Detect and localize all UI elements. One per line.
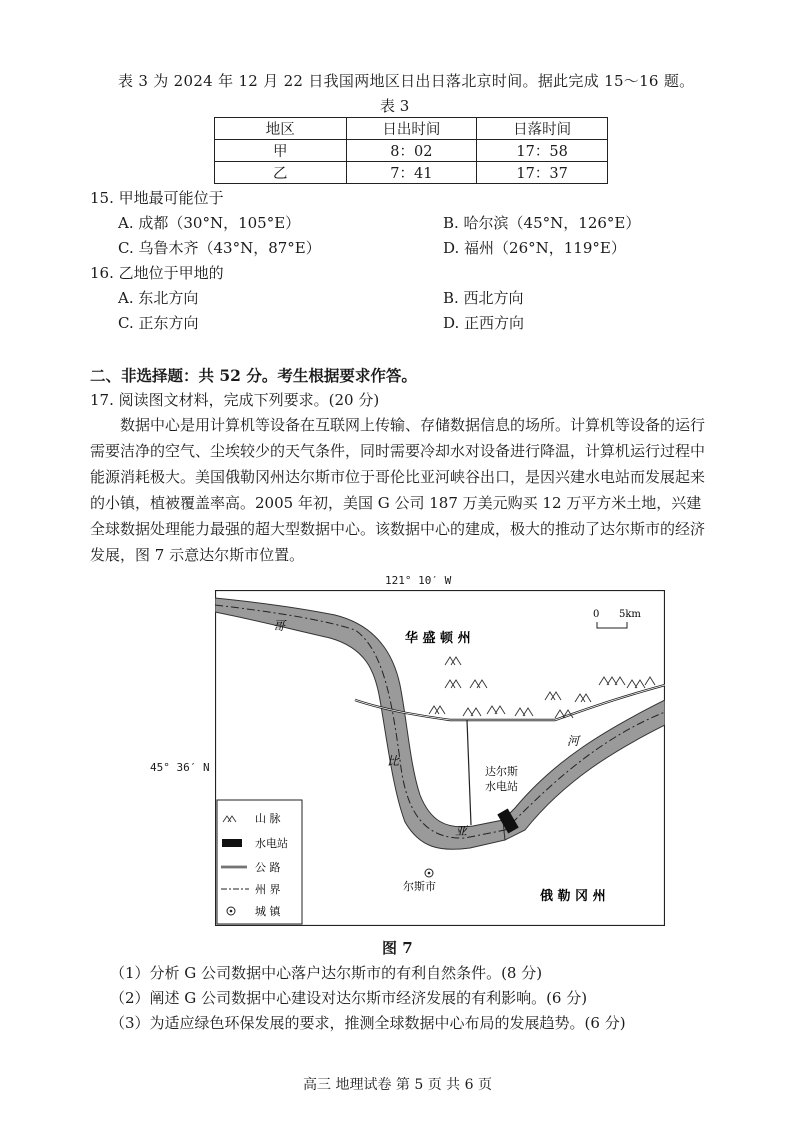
city-label: 尔斯市 — [403, 880, 436, 893]
sunrise-sunset-table — [214, 117, 608, 184]
latitude-label: 45° 36′ N — [150, 761, 210, 774]
q17-sub-1: （1）分析 G 公司数据中心落户达尔斯市的有利自然条件。(8 分) — [110, 964, 543, 982]
legend-label: 水电站 — [255, 837, 288, 850]
table-cell: 甲 — [215, 140, 347, 162]
figure-caption: 图 7 — [382, 939, 413, 957]
scale-zero: 0 — [593, 609, 600, 620]
table-cell: 17：37 — [477, 162, 608, 184]
legend-label: 公 路 — [255, 861, 281, 874]
table-cell: 乙 — [215, 162, 347, 184]
table-cell: 17：58 — [477, 140, 608, 162]
table-cell: 7：41 — [346, 162, 477, 184]
question-16-stem: 16. 乙地位于甲地的 — [90, 264, 224, 282]
legend-label: 城 镇 — [255, 905, 281, 918]
city-marker-dot — [428, 872, 431, 875]
q15-option-c: C. 乌鲁木齐（43°N，87°E） — [118, 239, 321, 257]
q16-option-c: C. 正东方向 — [118, 314, 199, 332]
river-label-char: 哥 — [273, 619, 286, 633]
river-label-char: 比 — [387, 754, 400, 768]
page-footer: 高三 地理试卷 第 5 页 共 6 页 — [303, 1077, 492, 1093]
legend-label: 山 脉 — [255, 812, 281, 825]
question-intro: 表 3 为 2024 年 12 月 22 日我国两地区日出日落北京时间。据此完成 15～16 题。 — [118, 72, 695, 90]
section-2-heading: 二、非选择题：共 52 分。考生根据要求作答。 — [90, 366, 417, 385]
river-label-char: 亚 — [455, 824, 468, 838]
q17-sub-3: （3）为适应绿色环保发展的要求，推测全球数据中心布局的发展趋势。(6 分) — [110, 1014, 626, 1032]
question-17-stem: 17. 阅读图文材料，完成下列要求。(20 分) — [90, 391, 380, 409]
q15-option-b: B. 哈尔滨（45°N，126°E） — [443, 214, 641, 232]
table-row — [215, 140, 608, 162]
question-17-material — [90, 412, 710, 568]
q16-option-b: B. 西北方向 — [443, 289, 524, 307]
q15-option-d: D. 福州（26°N，119°E） — [443, 239, 626, 257]
scale-distance: 5km — [619, 609, 641, 620]
state-label-oregon: 俄 勒 冈 州 — [540, 889, 606, 904]
table-header: 日出时间 — [346, 118, 477, 140]
table-header: 地区 — [215, 118, 347, 140]
legend-label: 州 界 — [255, 883, 281, 896]
longitude-label: 121° 10′ W — [385, 574, 452, 587]
table-row — [215, 162, 608, 184]
q15-option-a: A. 成都（30°N，105°E） — [118, 214, 301, 232]
material-paragraph: 数据中心是用计算机等设备在互联网上传输、存储数据信息的场所。计算机等设备的运行需要洁净的空气、尘埃较少的天气条件，同时需要冷却水对设备进行降温，计算机运行过程中能源消耗极大。美国俄勒冈州达尔斯市位于哥伦比亚河峡谷出口，是因兴建水电站而发展起来的小镇，植被覆盖率高。2005 年初，美国 G 公司 187 万美元购买 12 万平方米土地，兴建全球数据处理能力最强的超大型数据中心。该数据中心的建成，极大的推动了达尔斯市的经济发展，图 7 示意达尔斯市位置。 — [90, 416, 706, 564]
figure-7-map — [215, 590, 665, 926]
dam-label-line1: 达尔斯 — [485, 765, 518, 778]
q16-option-d: D. 正西方向 — [443, 314, 525, 332]
q16-option-a: A. 东北方向 — [118, 289, 199, 307]
question-15-stem: 15. 甲地最可能位于 — [90, 189, 224, 207]
legend-town-icon-dot — [230, 910, 233, 913]
table-header-row — [215, 118, 608, 140]
table-caption: 表 3 — [380, 97, 410, 115]
q17-sub-2: （2）阐述 G 公司数据中心建设对达尔斯市经济发展的有利影响。(6 分) — [110, 989, 588, 1007]
legend-dam-icon — [222, 839, 242, 847]
table-header: 日落时间 — [477, 118, 608, 140]
table-cell: 8：02 — [346, 140, 477, 162]
river-label-char: 河 — [567, 734, 580, 748]
dam-label-line2: 水电站 — [485, 780, 518, 793]
state-label-washington: 华 盛 顿 州 — [405, 631, 471, 646]
